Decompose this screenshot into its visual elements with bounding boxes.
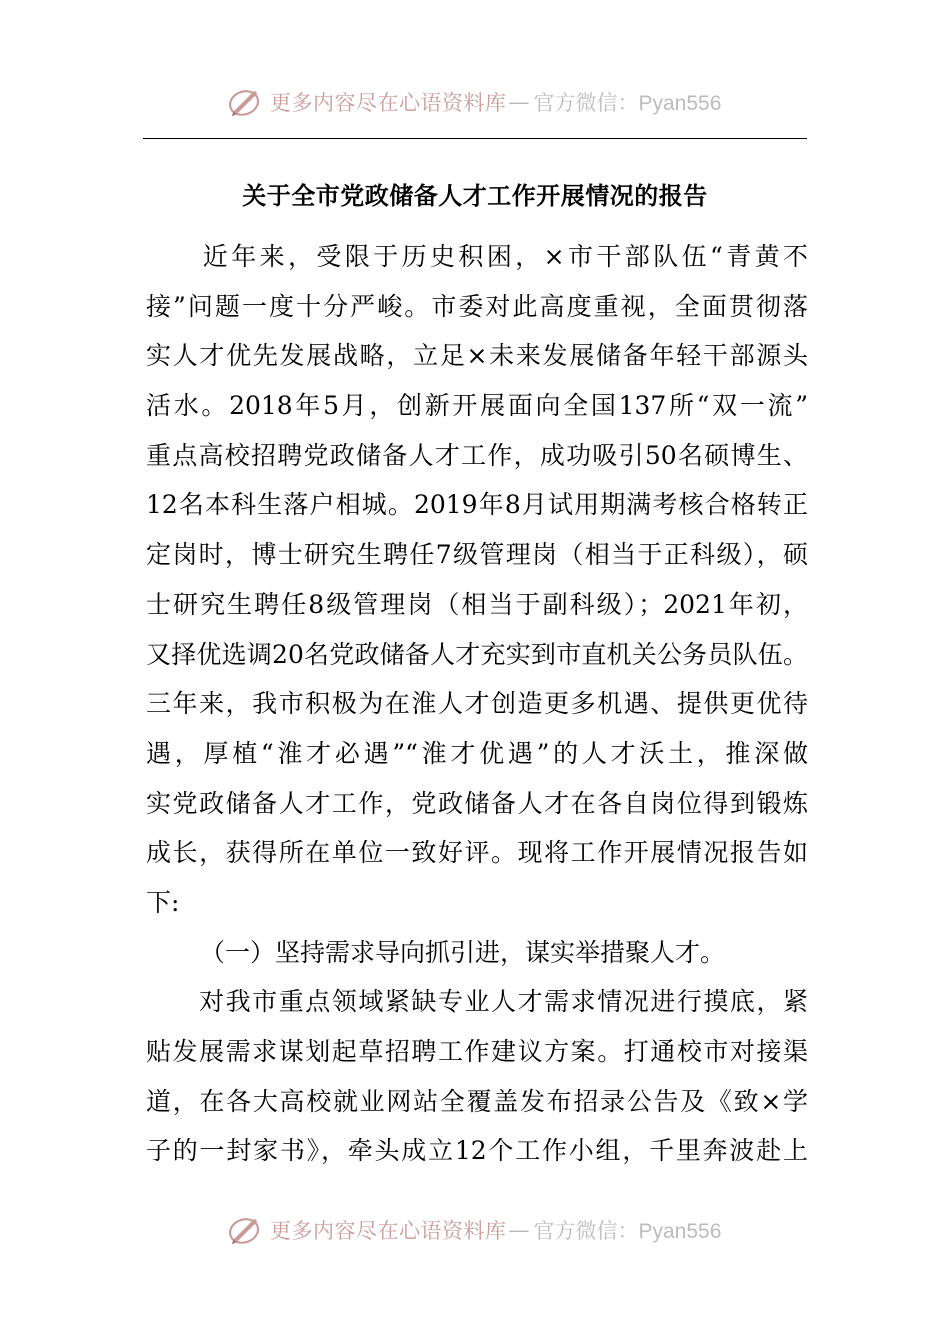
watermark-site-text: 更多内容尽在心语资料库 <box>270 1219 507 1243</box>
body-line: 子的一封家书》，牵头成立12个工作小组，千里奔波赴上 <box>146 1136 808 1166</box>
header-divider <box>143 138 807 139</box>
body-line: 12名本科生落户相城。2019年8月试用期满考核合格转正 <box>146 490 808 520</box>
body-line: 又择优选调20名党政储备人才充实到市直机关公务员队伍。 <box>146 639 808 669</box>
body-line: 遇，厚植“淮才必遇”“淮才优遇”的人才沃土，推深做 <box>146 738 808 768</box>
watermark-site-text: 更多内容尽在心语资料库 <box>270 91 507 115</box>
body-line: 重点高校招聘党政储备人才工作，成功吸引50名硕博生、 <box>146 440 808 470</box>
watermark-dash: — <box>508 1218 530 1242</box>
document-title: 关于全市党政储备人才工作开展情况的报告 <box>242 181 708 210</box>
pen-swirl-icon <box>226 1211 264 1249</box>
watermark-header <box>226 82 721 122</box>
body-line: 定岗时，博士研究生聘任7级管理岗（相当于正科级），硕 <box>146 540 808 570</box>
body-line: 士研究生聘任8级管理岗（相当于副科级）；2021年初， <box>146 589 808 619</box>
body-line: 接”问题一度十分严峻。市委对此高度重视，全面贯彻落 <box>146 291 808 321</box>
body-line: 三年来，我市积极为在淮人才创造更多机遇、提供更优待 <box>146 689 808 719</box>
body-line: 活水。2018年5月，创新开展面向全国137所“双一流” <box>146 391 808 421</box>
watermark-contact: 官方微信：Pyan556 <box>533 92 722 115</box>
body-line: 实党政储备人才工作，党政储备人才在各自岗位得到锻炼 <box>146 788 808 818</box>
body-line: 成长，获得所在单位一致好评。现将工作开展情况报告如 <box>146 838 808 868</box>
section-heading: （一）坚持需求导向抓引进，谋实举措聚人才。 <box>200 937 726 967</box>
pen-swirl-icon <box>226 83 264 121</box>
watermark-footer <box>226 1210 721 1250</box>
body-line: 贴发展需求谋划起草招聘工作建议方案。打通校市对接渠 <box>146 1037 808 1066</box>
body-line: 对我市重点领域紧缺专业人才需求情况进行摸底，紧 <box>146 987 808 1017</box>
watermark-contact: 官方微信：Pyan556 <box>533 1220 722 1243</box>
document-body <box>146 232 808 1176</box>
body-line: 道，在各大高校就业网站全覆盖发布招录公告及《致×学 <box>146 1086 808 1116</box>
body-line: 下: <box>146 887 180 917</box>
body-line: 近年来，受限于历史积困，×市干部队伍“青黄不 <box>146 242 808 271</box>
body-line: 实人才优先发展战略，立足×未来发展储备年轻干部源头 <box>146 341 808 371</box>
watermark-dash: — <box>508 90 530 114</box>
